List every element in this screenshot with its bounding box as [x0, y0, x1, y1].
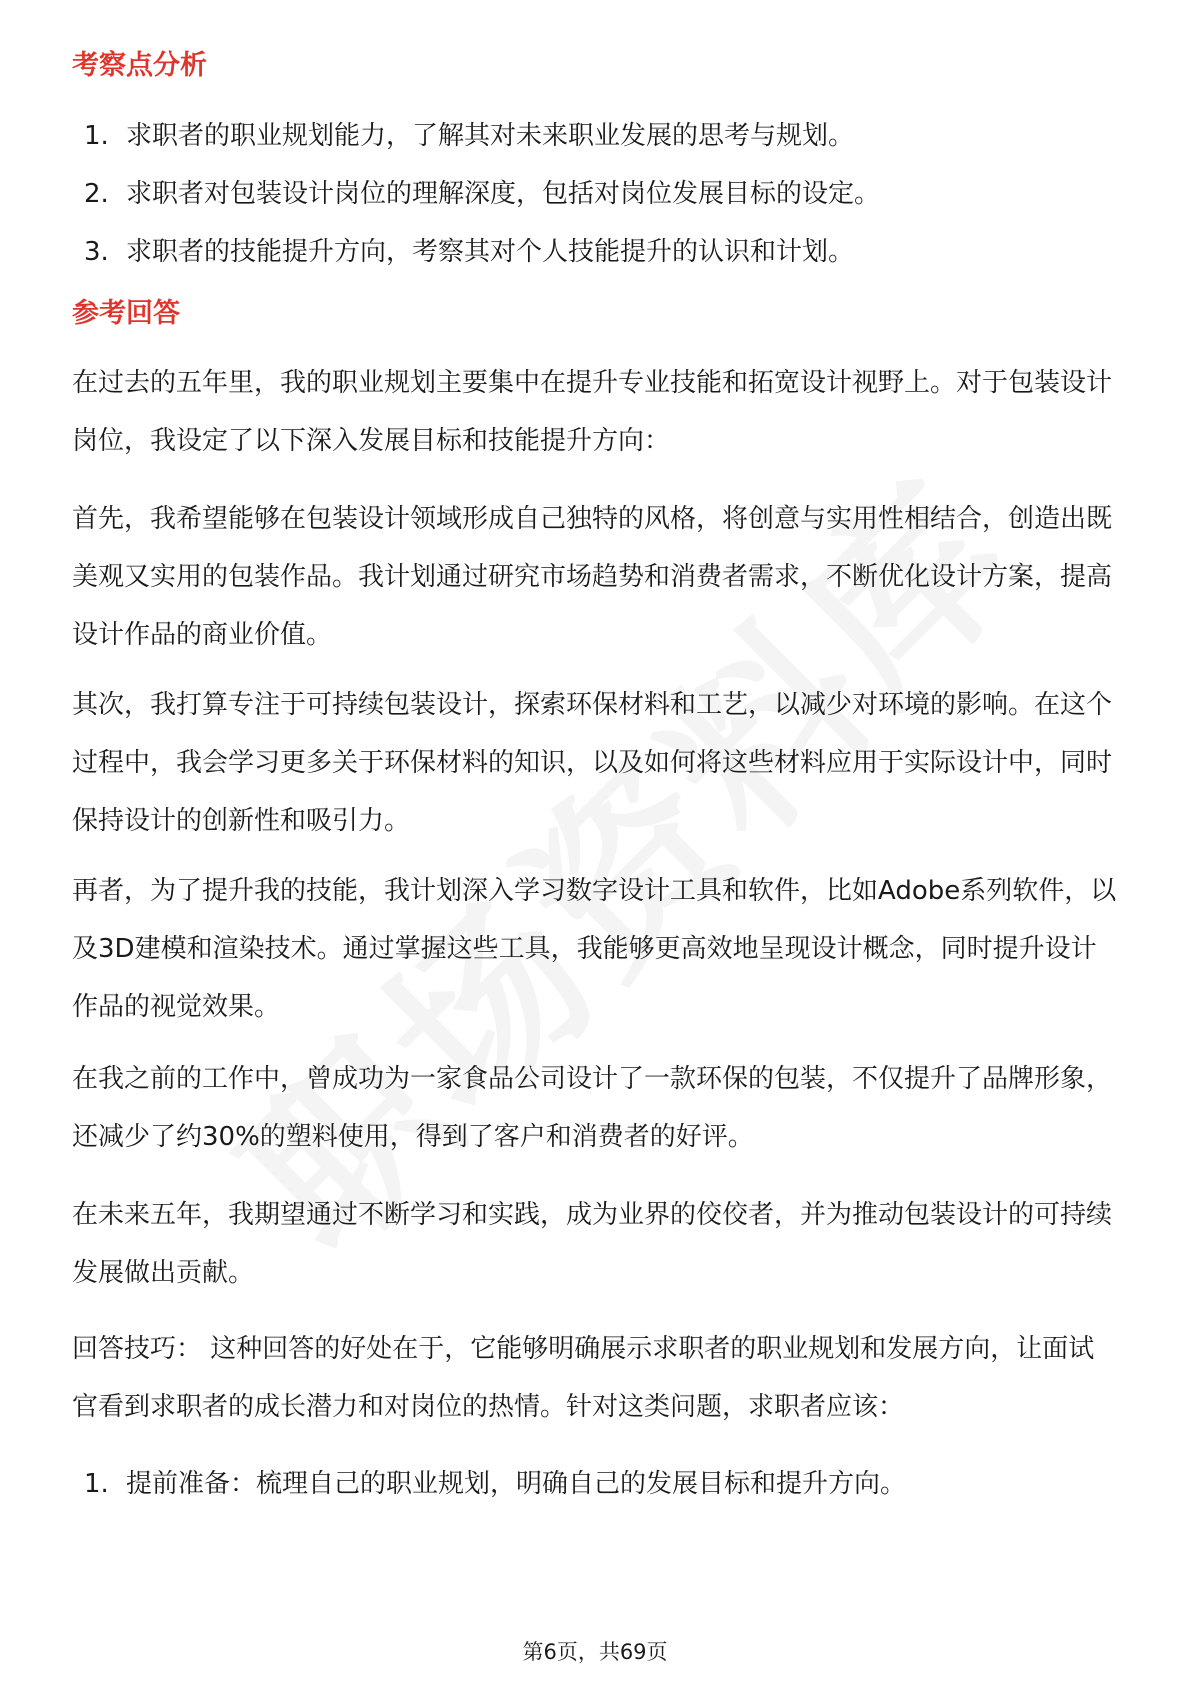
list-number: 2.: [84, 179, 109, 209]
answer-paragraph: 在未来五年，我期望通过不断学习和实践，成为业界的佼佼者，并为推动包装设计的可持续发展做出贡献。: [72, 1200, 1113, 1288]
list-text: 求职者的技能提升方向，考察其对个人技能提升的认识和计划。: [126, 237, 855, 267]
analysis-list: [84, 118, 1124, 292]
page-number: 第6页，共69页: [522, 1640, 668, 1664]
answer-paragraph: 在我之前的工作中，曾成功为一家食品公司设计了一款环保的包装，不仅提升了品牌形象，还减少了约30%的塑料使用，得到了客户和消费者的好评。: [72, 1064, 1113, 1152]
answer-paragraph: 首先，我希望能够在包装设计领域形成自己独特的风格，将创意与实用性相结合，创造出既美观又实用的包装作品。我计划通过研究市场趋势和消费者需求，不断优化设计方案，提高设计作品的商业价值。: [72, 504, 1113, 650]
list-number: 1.: [84, 121, 109, 151]
section-title-answer: 参考回答: [72, 298, 180, 329]
answer-paragraph: 其次，我打算专注于可持续包装设计，探索环保材料和工艺，以减少对环境的影响。在这个过程中，我会学习更多关于环保材料的知识，以及如何将这些材料应用于实际设计中，同时保持设计的创新性和吸引力。: [72, 690, 1113, 836]
list-item: [84, 1466, 1124, 1502]
list-number: 1.: [84, 1469, 109, 1499]
list-text: 求职者的职业规划能力，了解其对未来职业发展的思考与规划。: [126, 121, 855, 151]
answer-paragraph: 在过去的五年里，我的职业规划主要集中在提升专业技能和拓宽设计视野上。对于包装设计岗位，我设定了以下深入发展目标和技能提升方向：: [72, 368, 1113, 456]
list-item: [84, 118, 1124, 154]
tips-list: [84, 1466, 1124, 1524]
answer-paragraph: 再者，为了提升我的技能，我计划深入学习数字设计工具和软件，比如Adobe系列软件，以及3D建模和渲染技术。通过掌握这些工具，我能够更高效地呈现设计概念，同时提升设计作品的视觉效果。: [72, 876, 1117, 1022]
list-number: 3.: [84, 237, 109, 267]
section-title-analysis: 考察点分析: [72, 50, 207, 81]
answer-tips-paragraph: 回答技巧： 这种回答的好处在于，它能够明确展示求职者的职业规划和发展方向，让面试官看到求职者的成长潜力和对岗位的热情。针对这类问题，求职者应该：: [72, 1334, 1095, 1422]
list-text: 提前准备：梳理自己的职业规划，明确自己的发展目标和提升方向。: [126, 1469, 907, 1499]
list-item: [84, 176, 1124, 212]
list-text: 求职者对包装设计岗位的理解深度，包括对岗位发展目标的设定。: [126, 179, 881, 209]
list-item: [84, 234, 1124, 270]
